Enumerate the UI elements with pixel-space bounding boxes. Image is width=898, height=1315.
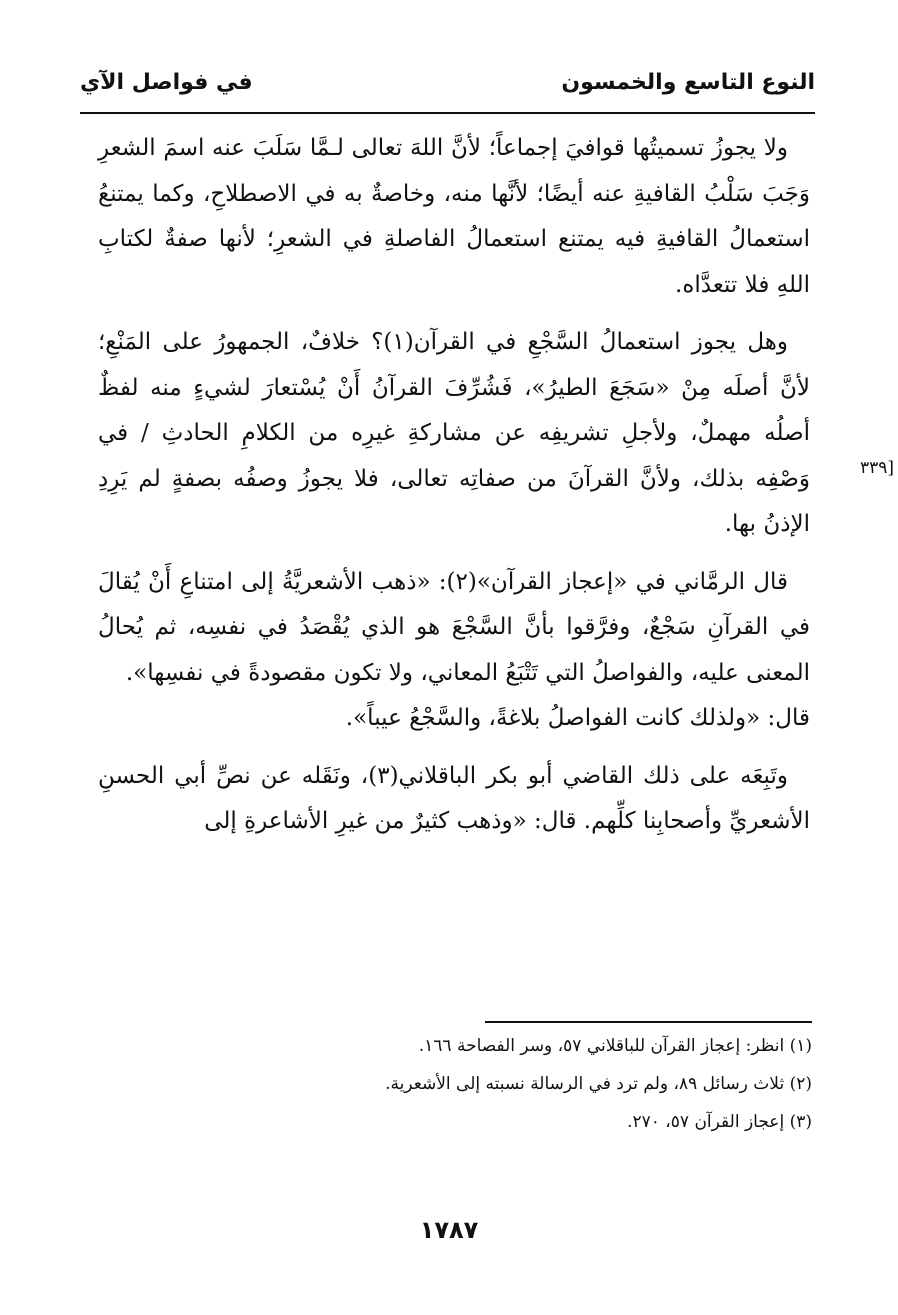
paragraph: وتَبِعَه على ذلك القاضي أبو بكر الباقلاني(٣)، ونَقَله عن نصِّ أبي الحسنِ الأشعريِّ وأصحابِنا كلِّهم. قال: «وذهب كثيرٌ من غيرِ الأشاعرةِ إلى <box>98 762 810 834</box>
footnote: (٣) إعجاز القرآن ٥٧، ٢٧٠. <box>627 1112 812 1132</box>
header-divider <box>80 112 815 114</box>
paragraph: قال: «ولذلك كانت الفواصلُ بلاغةً، والسَّجْعُ عيباً». <box>345 705 810 731</box>
paragraph: ولا يجوزُ تسميتُها قوافيَ إجماعاً؛ لأنَّ اللهَ تعالى لـمَّا سَلَبَ عنه اسمَ الشعرِ وَجَبَ سَلْبُ القافيةِ عنه أيضًا؛ لأنَّها منه، وخاصةٌ به في الاصطلاحِ، وكما يمتنعُ استعمالُ القافيةِ فيه يمتنع استعمالُ الفاصلةِ في الشعرِ؛ لأنها صفةٌ لكتابِ اللهِ فلا تتعدَّاه. <box>98 135 810 298</box>
page-number: ١٧٨٧ <box>419 1216 479 1244</box>
paragraph: وهل يجوز استعمالُ السَّجْعِ في القرآن(١)؟ خلافٌ، الجمهورُ على المَنْعِ؛ لأنَّ أصلَه مِنْ «سَجَعَ الطيرُ»، فَشُرِّفَ القرآنُ أَنْ يُسْتعارَ لشيءٍ منه لفظٌ أصلُه مهملٌ، ولأجلِ تشريفِه عن مشاركةِ غيرِه من الكلامِ الحادثِ / في وَصْفِه بذلك، ولأنَّ القرآنَ من صفاتِه تعالى، فلا يجوزُ وصفُه بصفةٍ لم يَرِدِ الإذنُ بها. <box>98 329 810 537</box>
footnotes <box>98 1034 812 1148</box>
section-title: في فواصل الآي <box>80 70 253 95</box>
chapter-title: النوع التاسع والخمسون <box>561 70 815 95</box>
footnote: (٢) ثلاث رسائل ٨٩، ولم ترد في الرسالة نسبته إلى الأشعرية. <box>385 1074 812 1094</box>
footnote-divider <box>485 1021 812 1023</box>
manuscript-folio-marker: [٣٣٩ <box>859 458 894 478</box>
main-text <box>98 126 810 857</box>
footnote: (١) انظر: إعجاز القرآن للباقلاني ٥٧، وسر الفصاحة ١٦٦. <box>418 1036 812 1056</box>
paragraph: قال الرمَّاني في «إعجاز القرآن»(٢): «ذهب الأشعريَّةُ إلى امتناعِ أَنْ يُقالَ في القرآنِ سَجْعٌ، وفرَّقوا بأنَّ السَّجْعَ هو الذي يُقْصَدُ في نفسِه، ثم يُحالُ المعنى عليه، والفواصلُ التي تَتْبَعُ المعاني، ولا تكون مقصودةً في نفسِها». <box>98 568 810 686</box>
page-header <box>80 64 815 108</box>
